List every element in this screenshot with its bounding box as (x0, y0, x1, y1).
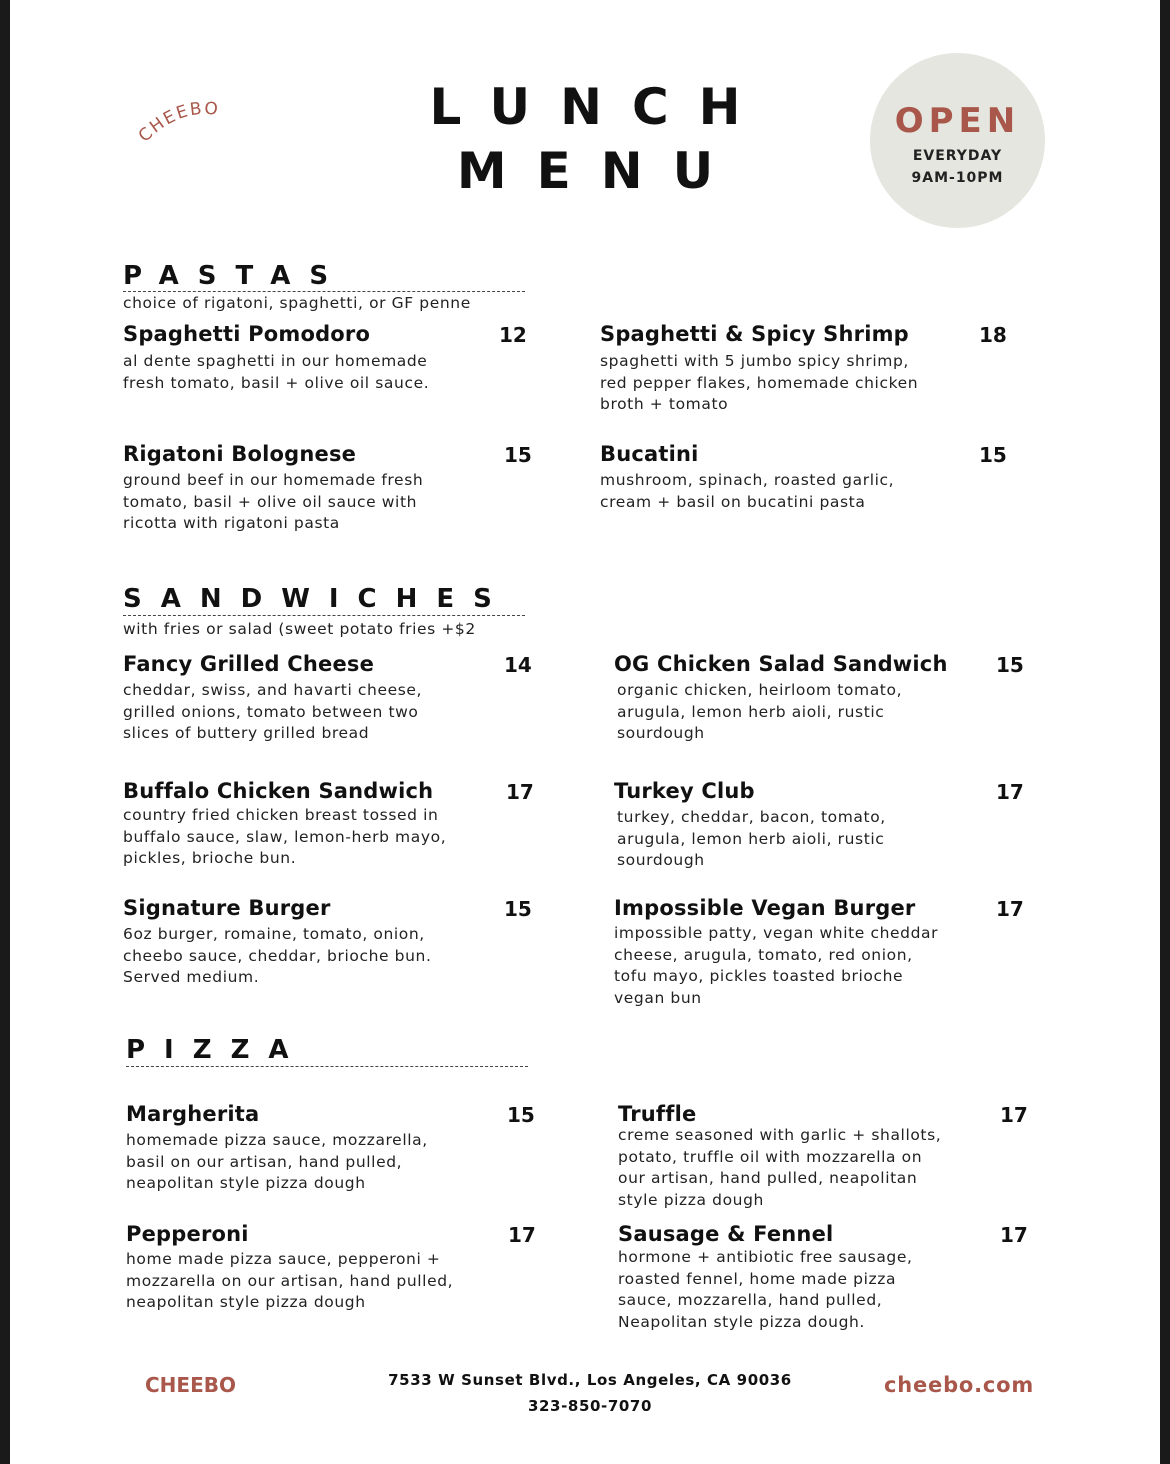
menu-item-name: Pepperoni (126, 1222, 249, 1246)
menu-item-name: Margherita (126, 1102, 260, 1126)
menu-item-price: 17 (996, 780, 1024, 804)
open-days: EVERYDAY (912, 148, 1003, 164)
footer-brand: CHEEBO (145, 1373, 236, 1397)
footer-website-link[interactable]: cheebo.com (884, 1373, 1035, 1397)
section-divider (123, 291, 525, 292)
section-note-pastas: choice of rigatoni, spaghetti, or GF penne (123, 294, 471, 312)
open-label: OPEN (894, 101, 1021, 141)
menu-item-price: 17 (506, 780, 534, 804)
section-divider (126, 1066, 528, 1067)
logo-text: CHEEBO (134, 98, 221, 147)
open-hours-badge (870, 53, 1045, 228)
menu-item-description: ground beef in our homemade fresh tomato, basil + olive oil sauce with ricotta with rigatoni pasta (123, 471, 424, 532)
menu-item-name: Sausage & Fennel (618, 1222, 834, 1246)
menu-item-description: al dente spaghetti in our homemade fresh tomato, basil + olive oil sauce. (123, 352, 430, 392)
menu-item-description: organic chicken, heirloom tomato, arugula, lemon herb aioli, rustic sourdough (617, 681, 903, 742)
menu-item-price: 18 (979, 323, 1007, 347)
section-divider (123, 615, 525, 616)
menu-item-description: spaghetti with 5 jumbo spicy shrimp, red pepper flakes, homemade chicken broth + tomato (600, 352, 919, 413)
menu-item-name: Truffle (618, 1102, 697, 1126)
menu-item-price: 15 (504, 443, 532, 467)
menu-item-price: 15 (504, 897, 532, 921)
menu-item-price: 12 (499, 323, 527, 347)
menu-title-line2: MENU (456, 142, 744, 200)
svg-text:CHEEBO (135, 99, 221, 147)
menu-item-price: 17 (1000, 1103, 1028, 1127)
menu-item-description: hormone + antibiotic free sausage, roasted fennel, home made pizza sauce, mozzarella, hand pulled, Neapolitan style pizza dough. (618, 1248, 913, 1331)
menu-item-description: country fried chicken breast tossed in buffalo sauce, slaw, lemon-herb mayo, pickles, brioche bun. (123, 806, 447, 867)
open-hours: 9AM-10PM (911, 170, 1004, 186)
menu-item-name: Fancy Grilled Cheese (123, 652, 375, 676)
menu-item-name: Impossible Vegan Burger (614, 896, 916, 920)
section-note-sandwiches: with fries or salad (sweet potato fries +$2 (123, 620, 476, 638)
menu-item-name: Signature Burger (123, 896, 331, 920)
section-title-pastas: PASTAS (123, 261, 348, 291)
menu-item-price: 17 (996, 897, 1024, 921)
menu-item-description: home made pizza sauce, pepperoni + mozzarella on our artisan, hand pulled, neapolitan style pizza dough (126, 1250, 454, 1311)
menu-item-name: OG Chicken Salad Sandwich (614, 652, 948, 676)
menu-item-name: Rigatoni Bolognese (123, 442, 357, 466)
menu-item-description: creme seasoned with garlic + shallots, potato, truffle oil with mozzarella on our artisan, hand pulled, neapolitan style pizza dough (618, 1126, 942, 1209)
menu-item-price: 15 (996, 653, 1024, 677)
menu-item-name: Bucatini (600, 442, 699, 466)
menu-item-price: 17 (508, 1223, 536, 1247)
menu-page (10, 0, 1160, 1464)
menu-item-description: mushroom, spinach, roasted garlic, cream + basil on bucatini pasta (600, 471, 895, 511)
section-title-sandwiches: SANDWICHES (123, 584, 511, 614)
menu-item-description: 6oz burger, romaine, tomato, onion, cheebo sauce, cheddar, brioche bun. Served medium. (123, 925, 432, 986)
menu-item-price: 15 (979, 443, 1007, 467)
menu-item-description: impossible patty, vegan white cheddar cheese, arugula, tomato, red onion, tofu mayo, pickles toasted brioche vegan bun (614, 924, 939, 1007)
menu-item-description: turkey, cheddar, bacon, tomato, arugula, lemon herb aioli, rustic sourdough (617, 808, 886, 869)
menu-item-description: cheddar, swiss, and havarti cheese, grilled onions, tomato between two slices of buttery grilled bread (123, 681, 423, 742)
menu-item-name: Spaghetti & Spicy Shrimp (600, 322, 909, 346)
menu-item-name: Buffalo Chicken Sandwich (123, 779, 434, 803)
menu-item-description: homemade pizza sauce, mozzarella, basil on our artisan, hand pulled, neapolitan style pizza dough (126, 1131, 428, 1192)
menu-item-name: Spaghetti Pomodoro (123, 322, 371, 346)
footer-address: 7533 W Sunset Blvd., Los Angeles, CA 90036 (388, 1371, 792, 1389)
menu-item-name: Turkey Club (614, 779, 755, 803)
section-title-pizza: PIZZA (126, 1035, 308, 1065)
menu-item-price: 17 (1000, 1223, 1028, 1247)
menu-title-line1: LUNCH (429, 78, 771, 136)
menu-item-price: 14 (504, 653, 532, 677)
cheebo-logo (128, 86, 288, 156)
footer-phone[interactable]: 323-850-7070 (527, 1397, 653, 1415)
menu-item-price: 15 (507, 1103, 535, 1127)
